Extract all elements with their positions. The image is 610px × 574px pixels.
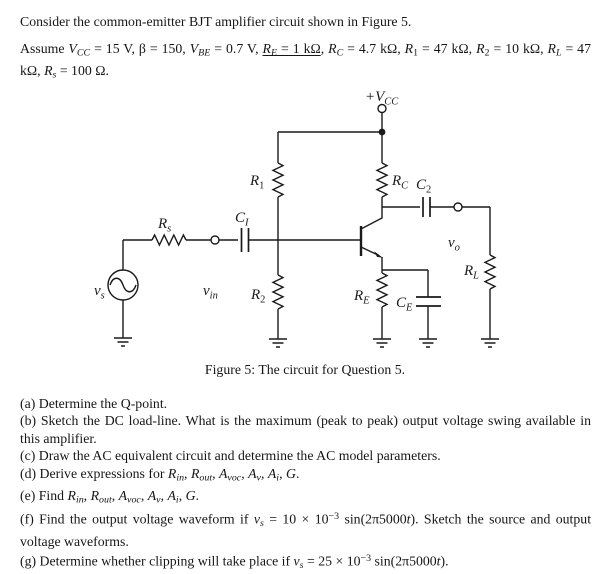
r2-label: $R_2$	[251, 287, 266, 306]
rs-label: $R_s$	[158, 216, 172, 235]
vcc-label: $+V_{CC}$	[365, 89, 399, 108]
question-c: (c) Draw the AC equivalent circuit and determine the AC model parameters.	[20, 448, 441, 464]
capacitor-c2	[423, 197, 430, 217]
capacitor-ce	[416, 297, 441, 306]
c1-label: $C_I$	[235, 210, 249, 229]
vs-source	[108, 270, 138, 300]
resistor-r1	[273, 163, 283, 197]
r1-label: $R_1$	[250, 173, 265, 192]
c2-label: $C_2$	[416, 177, 432, 196]
questions-list	[20, 395, 591, 574]
ground-icon	[373, 339, 391, 347]
vo-label: $v_o$	[448, 235, 460, 254]
ground-icon	[481, 339, 499, 347]
question-b: (b) Sketch the DC load-line. What is the maximum (peak to peak) output voltage swing available in this amplifier.	[20, 413, 591, 446]
rc-label: $R_C$	[392, 173, 409, 192]
circuit-figure	[0, 85, 610, 360]
capacitor-c1	[242, 228, 249, 252]
bjt-transistor	[361, 207, 383, 258]
resistor-re	[377, 273, 387, 307]
question-g: (g) Determine whether clipping will take place if vs = $25 \times 10^{-3}$ sin(2π5000t).	[20, 553, 449, 572]
ground-icon	[269, 339, 287, 347]
resistor-rl	[485, 255, 495, 289]
wire-segments	[123, 113, 490, 340]
circuit-wires	[123, 113, 490, 340]
input-terminal	[211, 236, 219, 244]
re-label: $R_E$	[354, 288, 370, 307]
question-e: (e) Find Rin, Rout, Avoc, Av, Ai, G.	[20, 487, 200, 505]
vs-label: $v_s$	[94, 283, 105, 302]
question-d: (d) Derive expressions for Rin, Rout, Avoc, Av, Ai, G.	[20, 465, 300, 484]
resistor-rs	[152, 235, 186, 245]
vcc-junction-dot	[379, 129, 386, 136]
ground-icon	[419, 339, 437, 347]
resistor-rc	[377, 163, 387, 197]
resistor-r2	[273, 275, 283, 309]
ground-symbols	[114, 338, 499, 347]
vin-label: $v_{in}$	[203, 283, 218, 302]
bjt-collector-lead	[361, 207, 382, 229]
output-terminal	[454, 203, 462, 211]
figure-caption: Figure 5: The circuit for Question 5.	[204, 362, 406, 377]
ground-icon	[114, 338, 132, 346]
sine-icon	[110, 278, 136, 292]
rl-label: $R_L$	[464, 263, 480, 282]
intro-text: Consider the common-emitter BJT amplifier circuit shown in Figure 5.	[20, 14, 412, 29]
ce-label: $C_E$	[396, 295, 413, 314]
question-f: (f) Find the output voltage waveform if vs = $10 \times 10^{-3}$ sin(2π5000t). Sketch the source and output voltage waveforms.	[20, 511, 592, 549]
question-a: (a) Determine the Q-point.	[20, 396, 168, 411]
assumptions-text: Assume VCC = 15 V, β = 150, VBE = 0.7 V, RE = 1 kΩ, RC = 4.7 kΩ, R1 = 47 kΩ, R2 = 10 kΩ, RL = 47 kΩ, Rs = 100 Ω.	[20, 41, 591, 81]
